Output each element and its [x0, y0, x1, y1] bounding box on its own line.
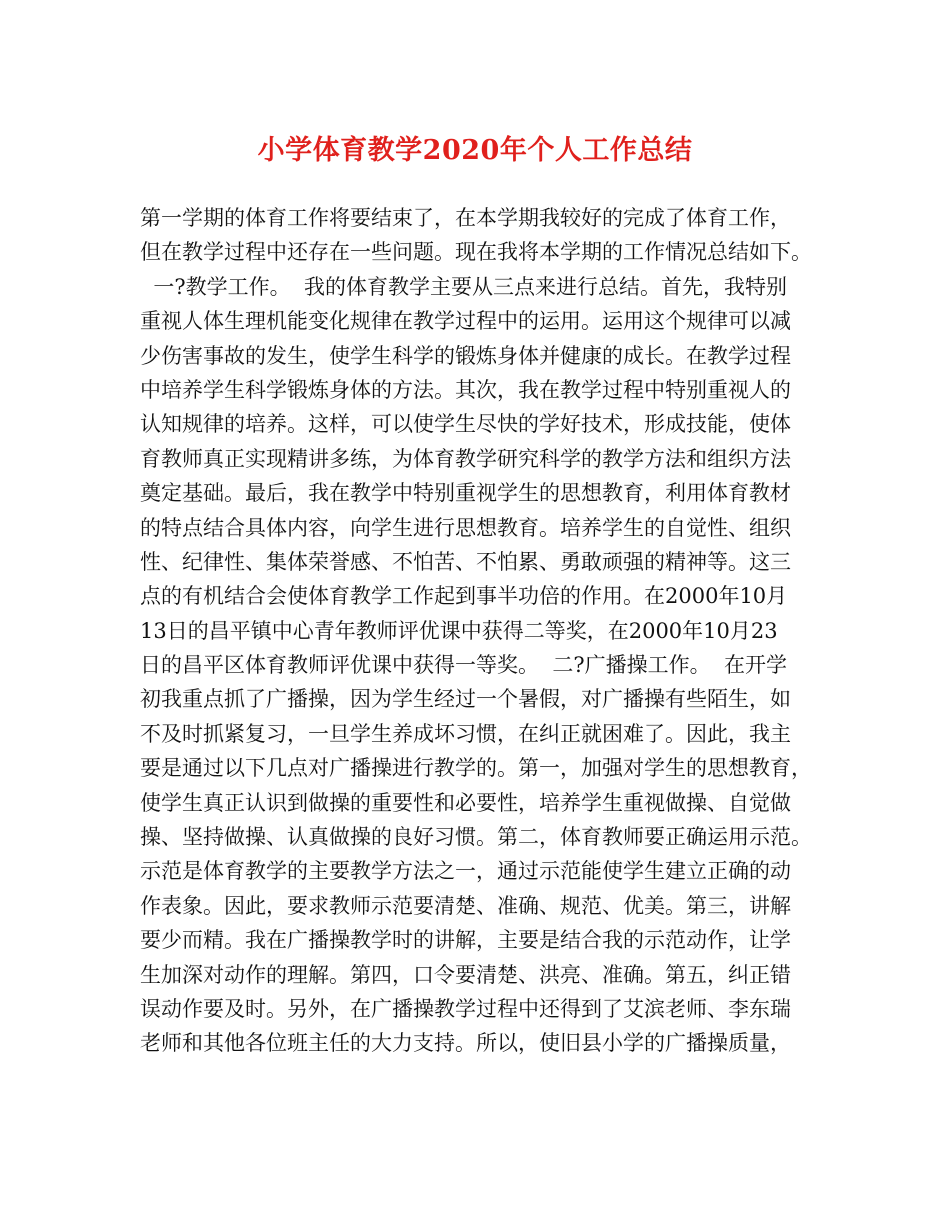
- body-line: 使学生真正认识到做操的重要性和必要性，培养学生重视做操、自觉做: [140, 790, 791, 815]
- body-line: 要是通过以下几点对广播操进行教学的。第一，加强对学生的思想教育，: [140, 756, 812, 781]
- body-line: 13日的昌平镇中心青年教师评优课中获得二等奖，在2000年10月23: [140, 618, 778, 643]
- body-line: 重视人体生理机能变化规律在教学过程中的运用。运用这个规律可以减: [140, 309, 791, 334]
- body-line: 老师和其他各位班主任的大力支持。所以，使旧县小学的广播操质量，: [140, 1031, 791, 1056]
- body-line: 但在教学过程中还存在一些问题。现在我将本学期的工作情况总结如下。: [140, 240, 812, 265]
- body-line: 生加深对动作的理解。第四，口令要清楚、洪亮、准确。第五，纠正错: [140, 962, 791, 987]
- body-line: 不及时抓紧复习，一旦学生养成坏习惯，在纠正就困难了。因此，我主: [140, 721, 791, 746]
- body-line: 一?教学工作。 我的体育教学主要从三点来进行总结。首先，我特别: [140, 274, 787, 299]
- body-line: 第一学期的体育工作将要结束了，在本学期我较好的完成了体育工作，: [140, 206, 791, 230]
- body-line: 认知规律的培养。这样，可以使学生尽快的学好技术，形成技能，使体: [140, 412, 791, 437]
- body-line: 中培养学生科学锻炼身体的方法。其次，我在教学过程中特别重视人的: [140, 377, 791, 402]
- body-line: 点的有机结合会使体育教学工作起到事半功倍的作用。在2000年10月: [140, 584, 788, 609]
- body-line: 日的昌平区体育教师评优课中获得一等奖。 二?广播操工作。 在开学: [140, 653, 787, 678]
- body-line: 误动作要及时。另外，在广播操教学过程中还得到了艾滨老师、李东瑞: [140, 996, 791, 1021]
- body-line: 初我重点抓了广播操，因为学生经过一个暑假，对广播操有些陌生，如: [140, 687, 791, 712]
- body-line: 操、坚持做操、认真做操的良好习惯。第二，体育教师要正确运用示范。: [140, 825, 812, 850]
- body-line: 作表象。因此，要求教师示范要清楚、准确、规范、优美。第三，讲解: [140, 893, 791, 918]
- body-line: 要少而精。我在广播操教学时的讲解，主要是结合我的示范动作，让学: [140, 928, 791, 953]
- body-line: 示范是体育教学的主要教学方法之一，通过示范能使学生建立正确的动: [140, 859, 791, 884]
- document-title: 小学体育教学2020年个人工作总结: [257, 135, 693, 166]
- body-line: 少伤害事故的发生，使学生科学的锻炼身体并健康的成长。在教学过程: [140, 343, 791, 368]
- body-line: 性、纪律性、集体荣誉感、不怕苦、不怕累、勇敢顽强的精神等。这三: [140, 549, 791, 574]
- document-body: [140, 201, 830, 1061]
- body-line: 育教师真正实现精讲多练，为体育教学研究科学的教学方法和组织方法: [140, 446, 791, 471]
- body-line: 奠定基础。最后，我在教学中特别重视学生的思想教育，利用体育教材: [140, 481, 791, 506]
- body-line: 的特点结合具体内容，向学生进行思想教育。培养学生的自觉性、组织: [140, 515, 791, 540]
